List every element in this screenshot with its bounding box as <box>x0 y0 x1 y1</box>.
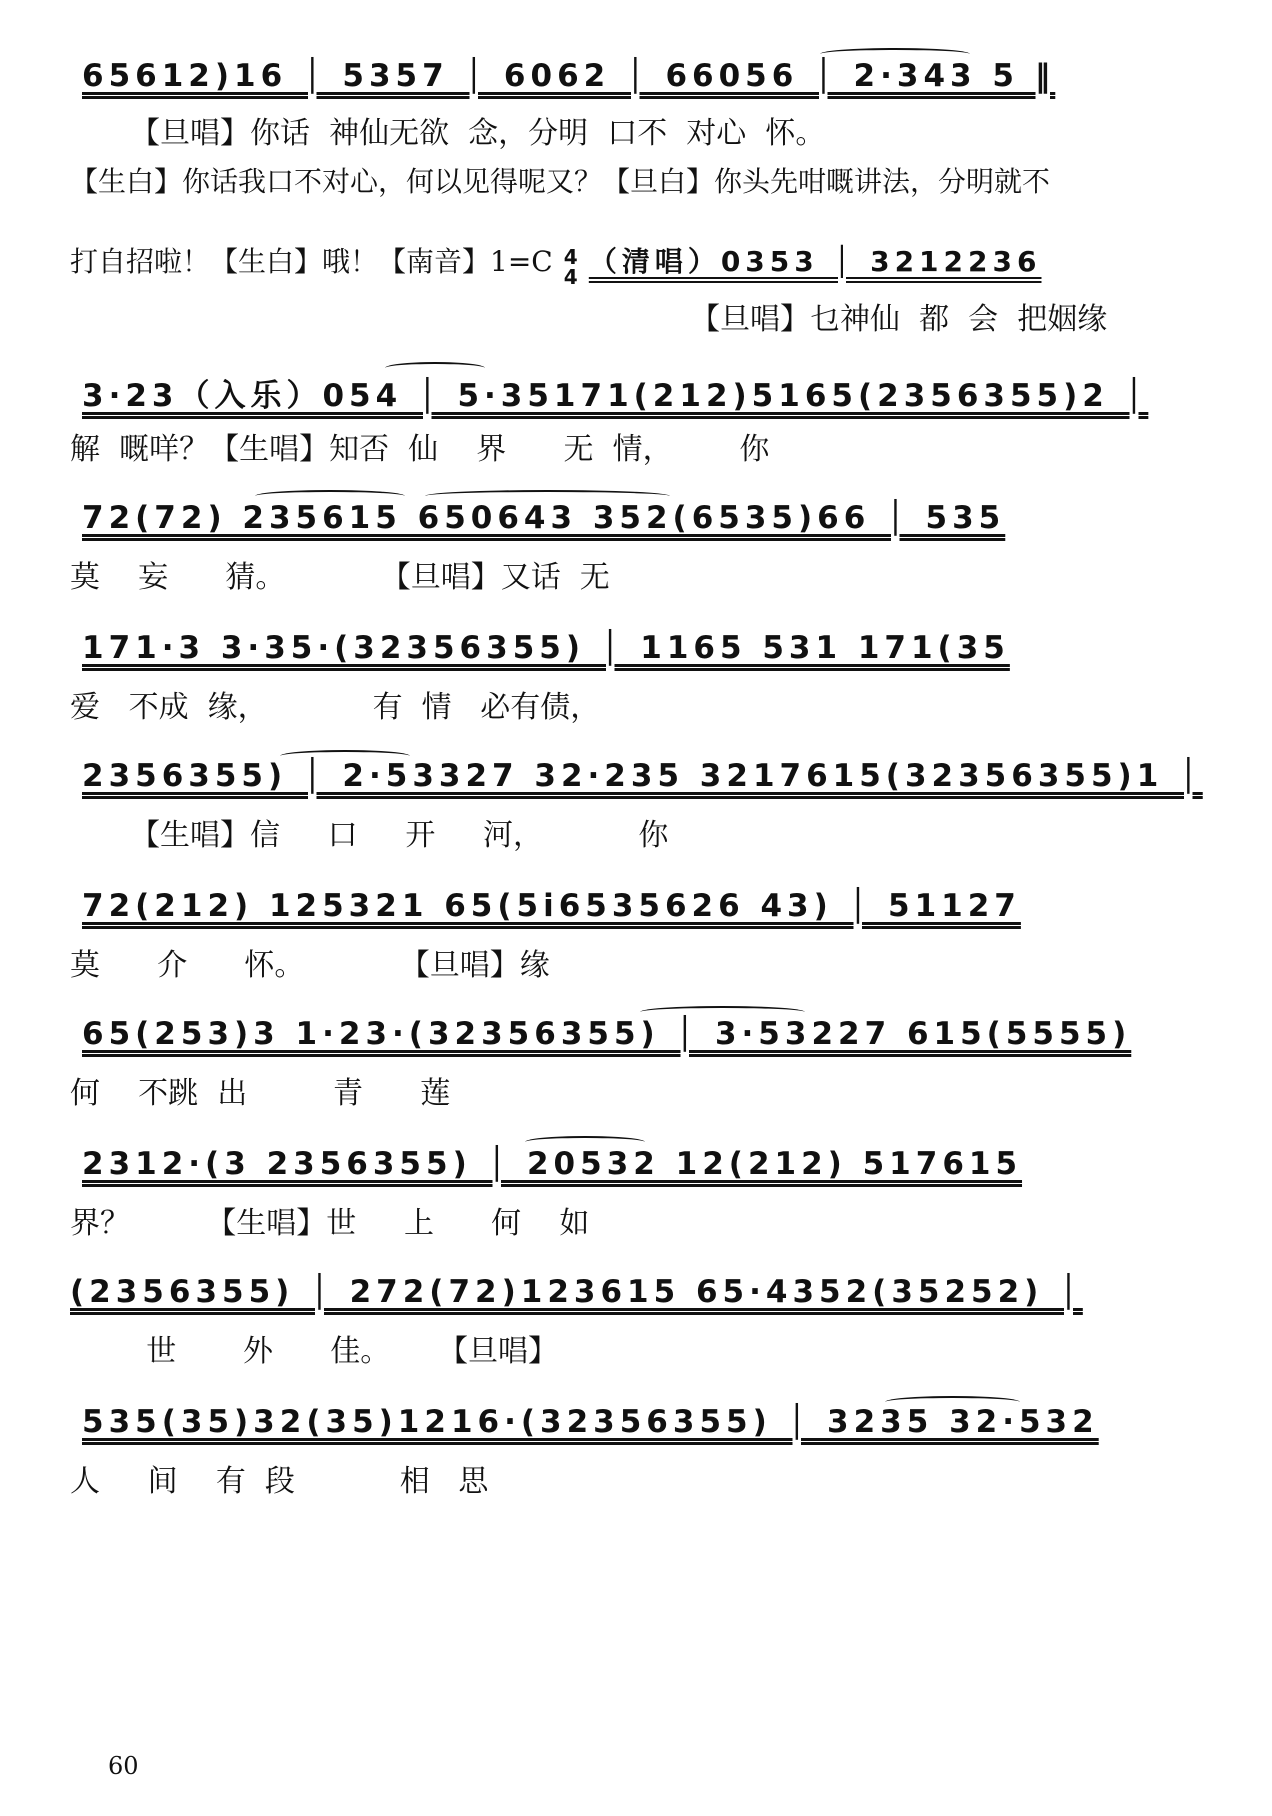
lyric-line-5 <box>70 552 1232 596</box>
score-line-10 <box>82 1146 1232 1182</box>
spoken-dialogue: 【生白】你话我口不对心，何以见得呢又？【旦白】你头先咁嘅讲法，分明就不 <box>70 165 1051 198</box>
notation-row: (2356355) │ 272(72)123615 65·4352(35252) │ <box>70 1274 1083 1310</box>
spoken-dialogue-2: 打自招啦！【生白】哦！【南音】1=C <box>70 245 553 278</box>
slur-mark <box>525 1136 645 1148</box>
lyric-row: 人 间 有 段 相 思 <box>70 1464 489 1499</box>
lyric-line-11 <box>70 1326 1232 1370</box>
spoken-line <box>70 160 1232 200</box>
score-line-12 <box>82 1404 1232 1440</box>
score-line-5 <box>82 500 1232 536</box>
lyric-line-10 <box>70 1198 1232 1242</box>
slur-mark <box>885 1396 1020 1408</box>
score-line-11 <box>70 1274 1232 1310</box>
lyric-line-7 <box>130 810 1232 854</box>
notation-row: 72(72) 235615 650643 352(6535)66 │ 535 <box>82 500 1006 536</box>
notation-row: 535(35)32(35)1216·(32356355) │ 3235 32·532 <box>82 1404 1099 1440</box>
lyric-row: 莫 介 怀。 【旦唱】缘 <box>70 948 550 983</box>
lyric-row: 世 外 佳。 【旦唱】 <box>70 1334 558 1369</box>
lyric-row: 何 不跳 出 青 莲 <box>70 1076 451 1111</box>
lyric-line-12 <box>70 1456 1232 1500</box>
score-line-9 <box>82 1016 1232 1052</box>
lyric-row: 【旦唱】你话 神仙无欲 念，分明 口不 对心 怀。 <box>130 116 826 151</box>
lyric-row: 解 嘅咩？【生唱】知否 仙 界 无 情， 你 <box>70 432 770 467</box>
notation-row: 2356355) │ 2·53327 32·235 3217615(32356355)1 │ <box>82 758 1203 794</box>
notation-row: 72(212) 125321 65(5i6535626 43) │ 51127 <box>82 888 1021 924</box>
score-line-7 <box>82 758 1232 794</box>
notation-row: 65612)16 │ 5357 │ 6062 │ 66056 │ 2·343 5 ‖ <box>82 58 1056 94</box>
time-sig-bottom: 4 <box>563 264 578 289</box>
slur-mark <box>385 362 485 374</box>
score-line-1 <box>82 58 1232 94</box>
score-line-6 <box>82 630 1232 666</box>
lyric-row: 【生唱】信 口 开 河， 你 <box>130 818 669 853</box>
lyric-line-9 <box>70 1068 1232 1112</box>
notation-row: 65(253)3 1·23·(32356355) │ 3·53227 615(5555) <box>82 1016 1132 1052</box>
slur-mark <box>640 1006 805 1018</box>
notation-row: 3·23（入乐）054 │ 5·35171(212)5165(2356355)2 │ <box>82 378 1149 414</box>
notation-row: （清唱）0353 │ 3212236 <box>588 245 1042 278</box>
slur-mark <box>820 48 970 60</box>
time-sig-top: 4 <box>563 244 578 269</box>
lyric-line-4 <box>70 424 1232 468</box>
lyric-line-8 <box>70 940 1232 984</box>
slur-mark <box>255 490 405 502</box>
score-line-8 <box>82 888 1232 924</box>
slur-mark <box>280 750 410 762</box>
time-signature <box>563 244 578 289</box>
lyric-line-6 <box>70 682 1232 726</box>
lyric-row: 【旦唱】乜神仙 都 会 把姻缘 <box>690 302 1108 337</box>
lyric-line-1 <box>130 108 1232 152</box>
notation-row: 171·3 3·35·(32356355) │ 1165 531 171(35 <box>82 630 1010 666</box>
lyric-line-3 <box>690 294 1232 338</box>
slur-mark <box>425 490 670 502</box>
page-number: 60 <box>108 1752 139 1780</box>
lyric-row: 爱 不成 缘， 有 情 必有债， <box>70 690 601 725</box>
lyric-row: 界？ 【生唱】世 上 何 如 <box>70 1206 590 1241</box>
score-line-4 <box>82 370 1232 415</box>
notation-row: 2312·(3 2356355) │ 20532 12(212) 517615 <box>82 1146 1023 1182</box>
lyric-row: 莫 妄 猜。 【旦唱】又话 无 <box>70 560 610 595</box>
score-line-3 <box>70 240 1232 287</box>
